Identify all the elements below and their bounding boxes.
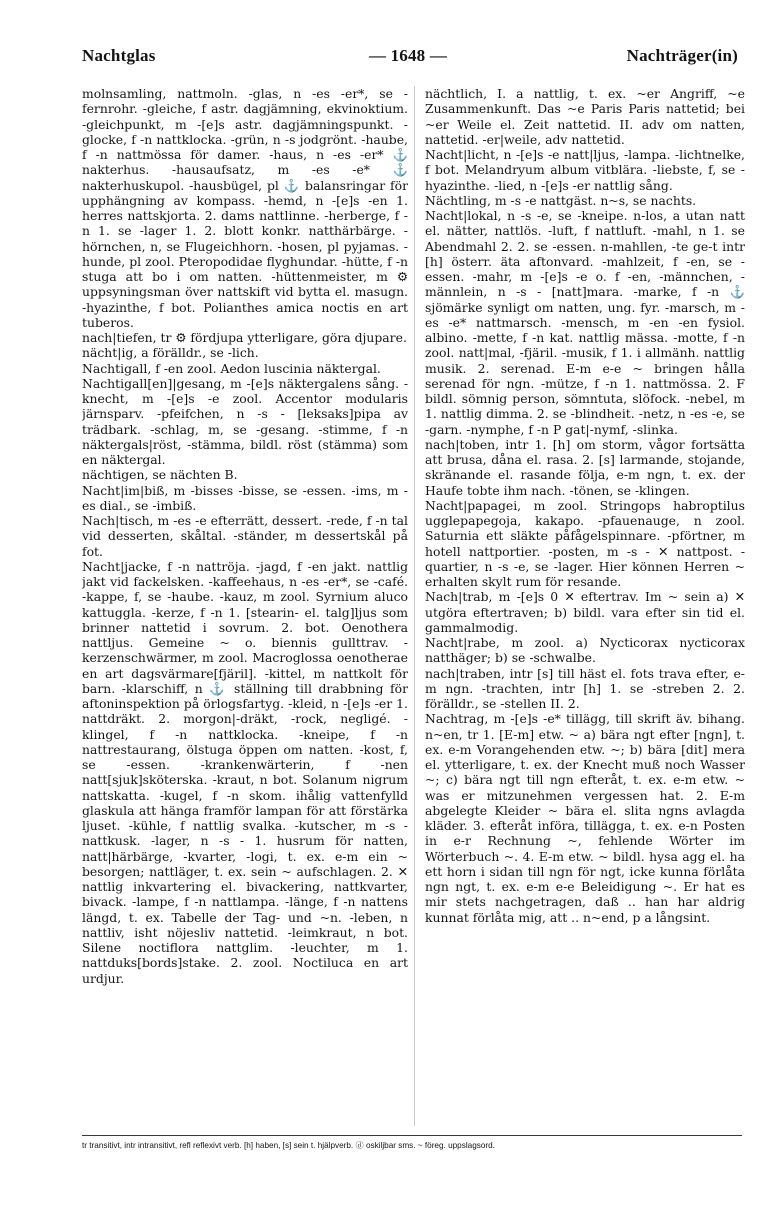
dictionary-entry: nach|traben, intr [s] till häst el. fots trava efter, e-m ngn. -trachten, intr [h] 1. se -streben 2. 2. förälldr., se -stellen II. 2. — [425, 665, 745, 711]
column-divider — [414, 86, 415, 1126]
dictionary-entry: nächtigen, se nächten B. — [82, 467, 238, 483]
running-head-last-word: Nachträger(in) — [626, 46, 738, 65]
left-column — [82, 86, 408, 1126]
dictionary-entry: Nacht|papagei, m zool. Stringops habroptilus ugglepapegoja, kakapo. -pfauenauge, n zool. Saturnia ett släkte påfågelspinnare. -pförtner, m hotell nattportier. -posten, m -s - ✕ nattpost. -quartier, n -s -e, se -lager. Hier können Herren ~ erhalten skylt rum för resande. — [425, 497, 745, 589]
dictionary-entry: Nacht|licht, n -[e]s -e natt|ljus, -lampa. -lichtnelke, f bot. Melandryum album vitblära. -liebste, f, se -hyazinthe. -lied, n -[e]s -er nattlig sång. — [425, 147, 745, 193]
dictionary-entry: nach|toben, intr 1. [h] om storm, vågor fortsätta att brusa, dåna el. rasa. 2. [s] larmande, stojande, skränande el. rasande följa, e-m ngn, t. ex. der Haufe tobte ihm nach. -tönen, se -klingen. — [425, 436, 745, 498]
page-number: — 1648 — — [368, 46, 448, 65]
dictionary-entry: nächt|ig, a förälldr., se -lich. — [82, 345, 259, 361]
footer-rule — [82, 1135, 742, 1136]
dictionary-entry: Nachtrag, m -[e]s -e* tillägg, till skrift äv. bihang. n~en, tr 1. [E-m] etw. ~ a) bära ngt efter [ngn], t. ex. e-m Vorangehenden etw. ~; b) bära [dit] mera el. ytterligare, t. ex. der Knecht muß noch Wasser ~; c) bära ngt till ngn efteråt, t. ex. e-m etw. ~ was er mitzunehmen vergessen hat. 2. E-m abgelegte Kleider ~ bära el. slita ngns avlagda kläder. 3. efteråt införa, tillägga, t. ex. e-n Posten in e-r Rechnung ~, fehlende Wörter im Wörterbuch ~. 4. E-m etw. ~ bildl. hysa agg el. ha ett horn i sidan till ngn för ngt, icke kunna förlåta ngn ngt, t. ex. e-m e-e Beleidigung ~. Er hat es mir stets nachgetragen, daß .. han har aldrig kunnat förlåta mig, att .. n~end, p a långsint. — [425, 711, 745, 925]
dictionary-entry: Nacht|im|biß, m -bisses -bisse, se -essen. -ims, m -es dial., se -imbiß. — [82, 482, 408, 513]
dictionary-entry: Nächtling, m -s -e nattgäst. n~s, se nachts. — [425, 192, 697, 208]
dictionary-entry: Nach|trab, m -[e]s 0 ✕ eftertrav. Im ~ sein a) ✕ utgöra eftertraven; b) bildl. vara efter sin tid el. gammalmodig. — [425, 589, 745, 635]
dictionary-entry: Nacht|lokal, n -s -e, se -kneipe. n-los, a utan natt el. nätter, nattlös. -luft, f nattluft. -mahl, n 1. se Abendmahl 2. 2. se -essen. n-mahllen, -te ge-t intr [h] österr. äta aftonvard. -mahlzeit, f -en, se -essen. -mahr, m -[e]s -e o. f -en, -männchen, -männlein, n -s - [natt]mara. -marke, f -n ⚓ sjömärke synligt om natten, ung. fyr. -marsch, m -es -e* nattmarsch. -mensch, m -en -en fysiol. albino. -mette, f -n kat. nattlig mässa. -motte, f -n zool. natt|mal, -fjäril. -musik, f 1. i allmänh. nattlig musik. 2. serenad. E-m e-e ~ bringen hålla serenad för ngn. -mütze, f -n 1. nattmössa. 2. F bildl. sömnig person, sömntuta, slöfock. -nebel, m 1. nattlig dimma. 2. se -blindheit. -netz, n -es -e, se -garn. -nymphe, f -n P gat|-nymf, -slinka. — [425, 208, 745, 437]
running-head-first-word: Nachtglas — [82, 46, 156, 65]
dictionary-entry: Nachtigall, f -en zool. Aedon luscinia näktergal. — [82, 360, 381, 376]
abbreviation-key: tr transitivt, intr intransitivt, refl reflexivt verb. [h] haben, [s] sein t. hjälpverb. ⓓ oskiljbar sms. ~ föreg. uppslagsord. — [82, 1141, 495, 1150]
dictionary-entry: Nach|tisch, m -es -e efterrätt, dessert. -rede, f -n tal vid desserten, skåltal. -ständer, m dessertskål på fot. — [82, 513, 408, 559]
dictionary-entry: Nacht|jacke, f -n nattröja. -jagd, f -en jakt. nattlig jakt vid fackelsken. -kaffeehaus, n -es -er*, se -café. -kappe, f, se -haube. -kauz, m zool. Syrnium aluco kattuggla. -kerze, f -n 1. [stearin- el. talg]ljus som brinner nattetid i sovrum. 2. bot. Oenothera nattljus. Gemeine ~ o. biennis gullttrav. -kerzenschwärmer, m zool. Macroglossa oenotherae en art dagsvärmare[fjäril]. -kittel, m nattkolt för barn. -klarschiff, n ⚓ ställning till drabbning för aftoninspektion på örlogsfartyg. -kleid, n -[e]s -er 1. nattdräkt. 2. morgon|-dräkt, -rock, negligé. -klingel, f -n nattklocka. -kneipe, f -n nattrestaurang, ölstuga öppen om natten. -kost, f, se -essen. -krankenwärterin, f -nen natt[sjuk]sköterska. -kraut, n bot. Solanum nigrum nattskatta. -kugel, f -n skom. ihålig vattenfylld glaskula att hänga framför lampan för att förstärka ljuset. -kühle, f nattlig svalka. -kutscher, m -s - nattkusk. -lager, n -s - 1. husrum för natten, natt|härbärge, -kvarter, -logi, t. ex. e-m ein ~ besorgen; nattläger, t. ex. sein ~ aufschlagen. 2. ✕ nattlig inkvartering el. bivackering, nattkvarter, bivack. -lampe, f -n nattlampa. -länge, f -n nattens längd, t. ex. Tabelle der Tag- und ~n. -leben, n nattliv, isht nöjesliv nattetid. -leimkraut, n bot. Silene noctiflora nattglim. -leuchter, m 1. nattduks[bords]stake. 2. zool. Noctiluca en art urdjur. — [82, 558, 408, 986]
right-column — [425, 86, 745, 1126]
dictionary-entry: Nacht|rabe, m zool. a) Nycticorax nycticorax natthäger; b) se -schwalbe. — [425, 635, 745, 666]
dictionary-entry: molnsamling, nattmoln. -glas, n -es -er*, se -fernrohr. -gleiche, f astr. dagjämning, ekvinoktium. -gleichpunkt, m -[e]s astr. dagjämningspunkt. -glocke, f -n nattklocka. -grün, n -s jodgrönt. -haube, f -n nattmössa för damer. -haus, n -es -er* ⚓ nakterhus. -hausaufsatz, m -es -e* ⚓ nakterhuskupol. -hausbügel, pl ⚓ balansringar för upphängning av kompass. -hemd, n -[e]s -en 1. herres nattskjorta. 2. dams nattlinne. -herberge, f -n 1. se -lager 1. 2. blott konkr. natthärbärge. -hörnchen, n, se Flugeichhorn. -hosen, pl pyjamas. -hunde, pl zool. Pteropodidae flyghundar. -hütte, f -n stuga att bo i om natten. -hüttenmeister, m ⚙ uppsyningsman över nattskift vid bytta el. masugn. -hyazinthe, f bot. Polianthes amica noctis en art tuberos. — [82, 86, 408, 330]
dictionary-entry: Nachtigall[en]|gesang, m -[e]s näktergalens sång. -knecht, m -[e]s -e zool. Accentor modularis järnsparv. -pfeifchen, n -s - [leksaks]pipa av trädbark. -schlag, m, se -gesang. -stimme, f -n näktergals|röst, -stämma, bildl. röst (stämma) som en näktergal. — [82, 375, 408, 467]
dictionary-entry: nach|tiefen, tr ⚙ fördjupa ytterligare, göra djupare. — [82, 330, 407, 345]
dictionary-entry: nächtlich, I. a nattlig, t. ex. ~er Angriff, ~e Zusammenkunft. Das ~e Paris Paris nattetid; bei ~er Weile el. Zeit nattetid. II. adv om natten, nattetid. -er|weile, adv nattetid. — [425, 86, 745, 147]
